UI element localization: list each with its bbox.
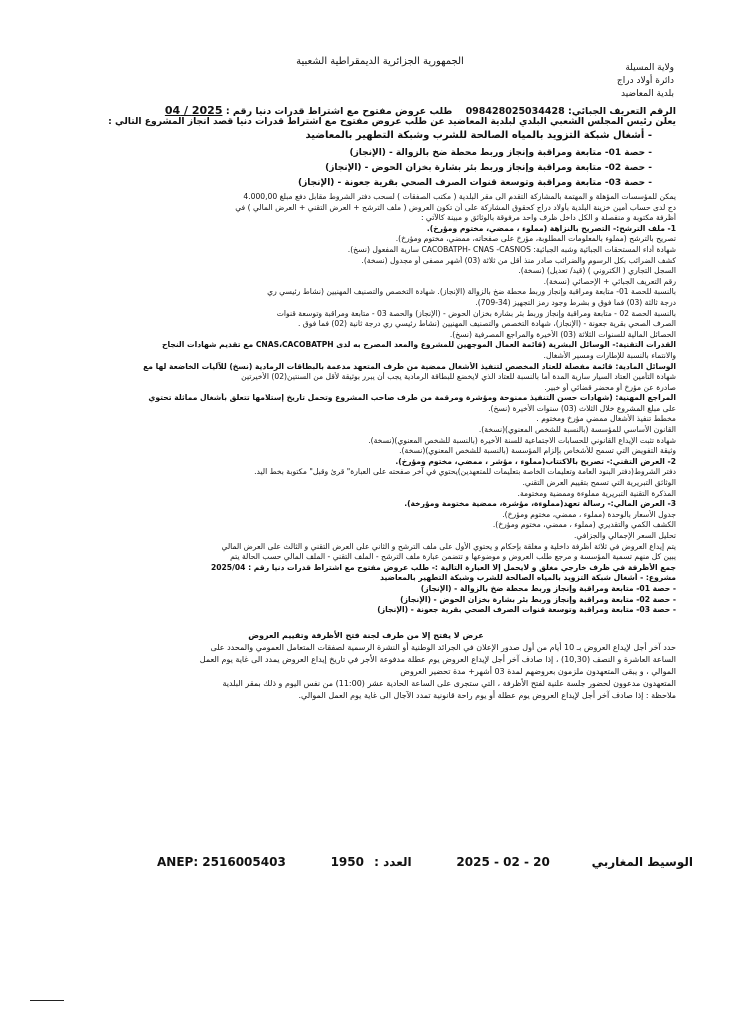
closing-line: المتعهدون مدعوون لحضور جلسة علنية لفتح الأظرفة ، التي ستجرى على الساعة الحادية عشر (11:00) من نفس اليوم و ذلك بمقر البلدية <box>222 679 676 688</box>
closing-text <box>56 630 676 702</box>
lot-item: - حصة 02- متابعة ومراقبة وإنجاز وربط بئر بشارة بخزان الحوض - (الإنجاز) <box>325 163 652 173</box>
body-line: كشف الضرائب بكل الرسوم والضرائب صادر منذ أقل من ثلاثة (03) أشهر مصفى أو مجدول (نسخة). <box>361 255 676 265</box>
body-line: الحصائل المالية للسنوات الثلاثة (03) الأخيرة والمراجع المصرفية (نسخ). <box>449 329 676 339</box>
body-line: - حصة 02- متابعة ومراقبة وإنجاز وربط بئر بشارة بخزان الحوض - (الإنجاز) <box>400 594 676 604</box>
issuer-block <box>514 62 674 101</box>
tax-id-label: الرقم التعريف الجبائي: <box>568 106 676 117</box>
issue-info <box>325 855 418 869</box>
publication-footer <box>150 852 700 872</box>
body-line: الكشف الكمي والتقديري (مملوء ، ممضي، مختوم ومؤرخ). <box>492 520 676 530</box>
body-line: جدول الأسعار بالوحدة (مملوء ، ممضي، مختوم ومؤرخ). <box>502 509 676 519</box>
body-line: والانتماء بالنسبة للإطارات ومسير الأشغال. <box>543 350 676 360</box>
wilaya: ولاية المسيلة <box>625 63 674 73</box>
body-line: أظرفة مكتوبة و منفصلة و الكل داخل ظرف واحد مرفوقة بالوثائق و مبينة كالآتي : <box>420 213 676 223</box>
body-line: صادرة عن مؤرخ أو محضر قضائي أو خبير. <box>544 382 676 392</box>
newspaper-name: الوسيط المغاربي <box>589 855 696 869</box>
body-line: بالنسبة الحصة 02 - متابعة ومراقبة وإنجاز وربط بئر بشارة بخزان الحوض - (الإنجاز) والحصة 03 - متابعة ومراقبة وتوسعة قنوات <box>276 308 676 318</box>
issue-label: العدد : <box>371 855 414 869</box>
body-line: الوسائل المادية: قائمة مفصلة للعتاد المخصص لتنفيذ الأشغال ممضية من طرف المتعهد مدعمة بالبطاقات الرمادية (نسخ) للآليات الخاضعة لها مع <box>143 361 676 371</box>
commune: بلدية المعاضيد <box>620 89 674 99</box>
body-line: القانون الأساسي للمؤسسة (بالنسبة للشخص المعنوي)(نسخة). <box>478 425 676 435</box>
daira: دائرة أولاد دراج <box>616 76 674 86</box>
body-line: شهادة تثبت الإيداع القانوني للحسابات الاجتماعية للسنة الأخيرة (بالنسبة للشخص المعنوي)(نسخة). <box>368 435 676 445</box>
body-line: - حصة 03- متابعة ومراقبة وتوسعة قنوات الصرف الصحي بقرية جعونة - (الإنجاز) <box>377 605 676 615</box>
body-text <box>56 192 676 616</box>
body-line: يتم إيداع العروض في ثلاثة أظرفة داخلية و مغلقة بإحكام و يحتوي الأول على ملف الترشح و الثاني على العرض التقني و الثالث على العرض المالي <box>221 541 676 551</box>
body-line: وثيقة التفويض التي تسمح للأشخاص بإلزام المؤسسة (بالنسبة للشخص المعنوي)(نسخة). <box>399 446 676 456</box>
body-line: دج لدى حساب أمين خزينة البلدية بأولاد دراج كحقوق المشاركة على أن تكون العروض ( ملف الترشح + العرض التقني + العرض المالي ) في <box>235 202 676 212</box>
body-line: 3- العرض المالي:- رسالة تعهد(مملوءة، مؤشرة، ممضية مختومة ومؤرخة). <box>404 499 676 509</box>
project-title: - أشغال شبكة التزويد بالمياه الصالحة للشرب وشبكة التطهير بالمعاضيد <box>305 130 652 141</box>
page-mark <box>30 1000 64 1001</box>
intro-text: يعلن رئيس المجلس الشعبي البلدي لبلدية المعاضيد عن طلب عروض مفتوح مع اشتراط قدرات دنيا قصد انجاز المشروع التالي : <box>108 116 676 127</box>
body-line: القدرات التقنية:- الوسائل البشرية (قائمة العمال الموجهين للمشروع والمعد المصرح به لدى CNAS،CACOBATPH مع تقديم شهادات النجاح <box>162 340 676 350</box>
body-line: المذكرة التقنية التبريرية مملوءة وممضية ومختومة. <box>517 488 676 498</box>
body-line: رقم التعريف الجبائي + الإحصائي (نسخة). <box>543 276 676 286</box>
body-line: دفتر الشروط(دفتر البنود العامة وتعليمات الخاصة بتعليمات للمتعهدين)يحتوي في آخر صفحته على العبارة" قرئ وقبل" مكتوبة بخط اليد. <box>254 467 676 477</box>
body-line: بالنسبة للحصة 01- متابعة ومراقبة وإنجاز وربط محطة ضخ بالزوالة (الإنجاز). شهادة التخصص والتصنيف المهنيين (نشاط رئيسي ري <box>267 287 676 297</box>
body-line: مخطط تنفيذ الأشغال ممضي مؤرخ ومختوم . <box>536 414 676 424</box>
body-line: 1- ملف الترشح:- التصريح بالنزاهة (مملوء ، ممضي، مختوم ومؤرخ). <box>426 223 676 233</box>
body-line: مشروع: - أشغال شبكة التزويد بالمياه الصالحة للشرب وشبكة التطهير بالمعاضيد <box>380 573 676 583</box>
body-line: السجل التجاري ( الكتروني ) (قيد/ تعديل) (نسخة). <box>518 266 676 276</box>
lot-item: - حصة 03- متابعة ومراقبة وتوسعة قنوات الصرف الصحي بقرية جعونة - (الإنجاز) <box>297 178 652 188</box>
body-line: - حصة 01- متابعة ومراقبة وإنجاز وربط محطة ضخ بالزوالة - (الإنجاز) <box>420 583 676 593</box>
closing-line: الساعة العاشرة و النصف (10,30) ، إذا صادف آخر أجل لإيداع العروض يوم عطلة مدفوعة الأجر في تاريخ إيداع العروض يمدد الى غاية يوم العمل <box>199 655 676 664</box>
body-line: شهادة أداء المستحقات الجبائية وشبه الجبائية: CACOBATPH- CNAS -CASNOS سارية المفعول (نسخ). <box>347 244 676 254</box>
body-line: 2- العرض التقني:- تصريح بالاكتتاب(مملوء ، مؤشر ، ممضي، مختوم ومؤرخ). <box>395 456 676 466</box>
tax-id: 098428025034428 <box>465 106 565 117</box>
closing-line: عرض لا يفتح إلا من طرف لجنة فتح الأظرفة وتقييم العروض <box>248 631 484 640</box>
republic-header: الجمهورية الجزائرية الديمقراطية الشعبية <box>296 56 464 67</box>
body-line: شهادة التأمين العتاد السيار سارية المدة أما بالنسبة للعتاد الذي لايخضع للبطاقة الرمادية يجب أن يبرر بوثيقة لأقل من السنتين(02) الأخيرتين <box>241 372 676 382</box>
notice-title: طلب عروض مفتوح مع اشتراط قدرات دنيا رقم : <box>225 106 453 117</box>
body-line: الصرف الصحي بقرية جعونة - (الإنجاز)، شهادة التخصص والتصنيف المهنيين (نشاط رئيسي ري درجة ثانية (02) فما فوق . <box>297 319 676 329</box>
anep-code: ANEP: 2516005403 <box>154 855 289 869</box>
publication-date: 2025 - 02 - 20 <box>453 855 552 869</box>
body-line: درجة ثالثة (03) فما فوق و بشرط وجود رمز التجهيز (34-709). <box>475 297 676 307</box>
closing-line: حدد آخر أجل لإيداع العروض بـ 10 أيام من أول صدور الإعلان في الجرائد الوطنية أو النشرة الرسمية لصفقات المتعامل العمومي والمحدد على <box>210 643 676 652</box>
body-line: على مبلغ المشروع خلال الثلاث (03) سنوات الأخيرة (نسخ). <box>488 403 676 413</box>
body-line: جمع الأظرفة في ظرف خارجي مغلق و لايحمل إلا العبارة التالية :- طلب عروض مفتوح مع اشتراط قدرات دنيا رقم : 2025/04 <box>210 562 676 572</box>
closing-line: ملاحظة : إذا صادف آخر أجل لإيداع العروض يوم عطلة أو يوم راحة قانونية تمدد الآجال الى غاية يوم العمل الموالي. <box>298 691 676 700</box>
notice-number: 2025 / 04 <box>164 104 223 117</box>
body-line: الوثائق التبريرية التي تسمح بتقييم العرض التقني. <box>522 478 676 488</box>
lots-list <box>56 146 652 191</box>
body-line: المراجع المهنية: (شهادات حسن التنفيذ ممنوحة ومؤشرة ومرقمة من طرف صاحب المشروع وتحمل تاريخ إستلامها تتعلق بأشغال مماثلة تحتوي <box>148 393 676 403</box>
lot-item: - حصة 01- متابعة ومراقبة وإنجاز وربط محطة ضخ بالزوالة - (الإنجاز) <box>349 148 652 158</box>
closing-line: الموالي ، و يبقى المتعهدون ملزمون بعروضهم لمدة 03 أشهر+ مدة تحضير العروض <box>400 667 676 676</box>
body-line: تصريح بالترشح (مملوء بالمعلومات المطلوبة، مؤرخ على صفحاته، ممضي، مختوم ومؤرخ). <box>395 234 676 244</box>
issue-number: 1950 <box>328 855 367 869</box>
body-line: تحليل السعر الإجمالي والجزافي. <box>573 531 676 540</box>
body-line: يمكن للمؤسسات المؤهلة و المهتمة بالمشاركة التقدم الى مقر البلدية ( مكتب الصفقات ) لسحب دفتر الشروط مقابل دفع مبلغ 4.000,00 <box>243 192 676 201</box>
body-line: يبين كل منهم تسمية المؤسسة و مرجع طلب العروض و موضوعها و تتضمن عبارة ملف الترشح - الملف التقني - الملف المالي حسب الحالة يتم <box>230 552 676 562</box>
